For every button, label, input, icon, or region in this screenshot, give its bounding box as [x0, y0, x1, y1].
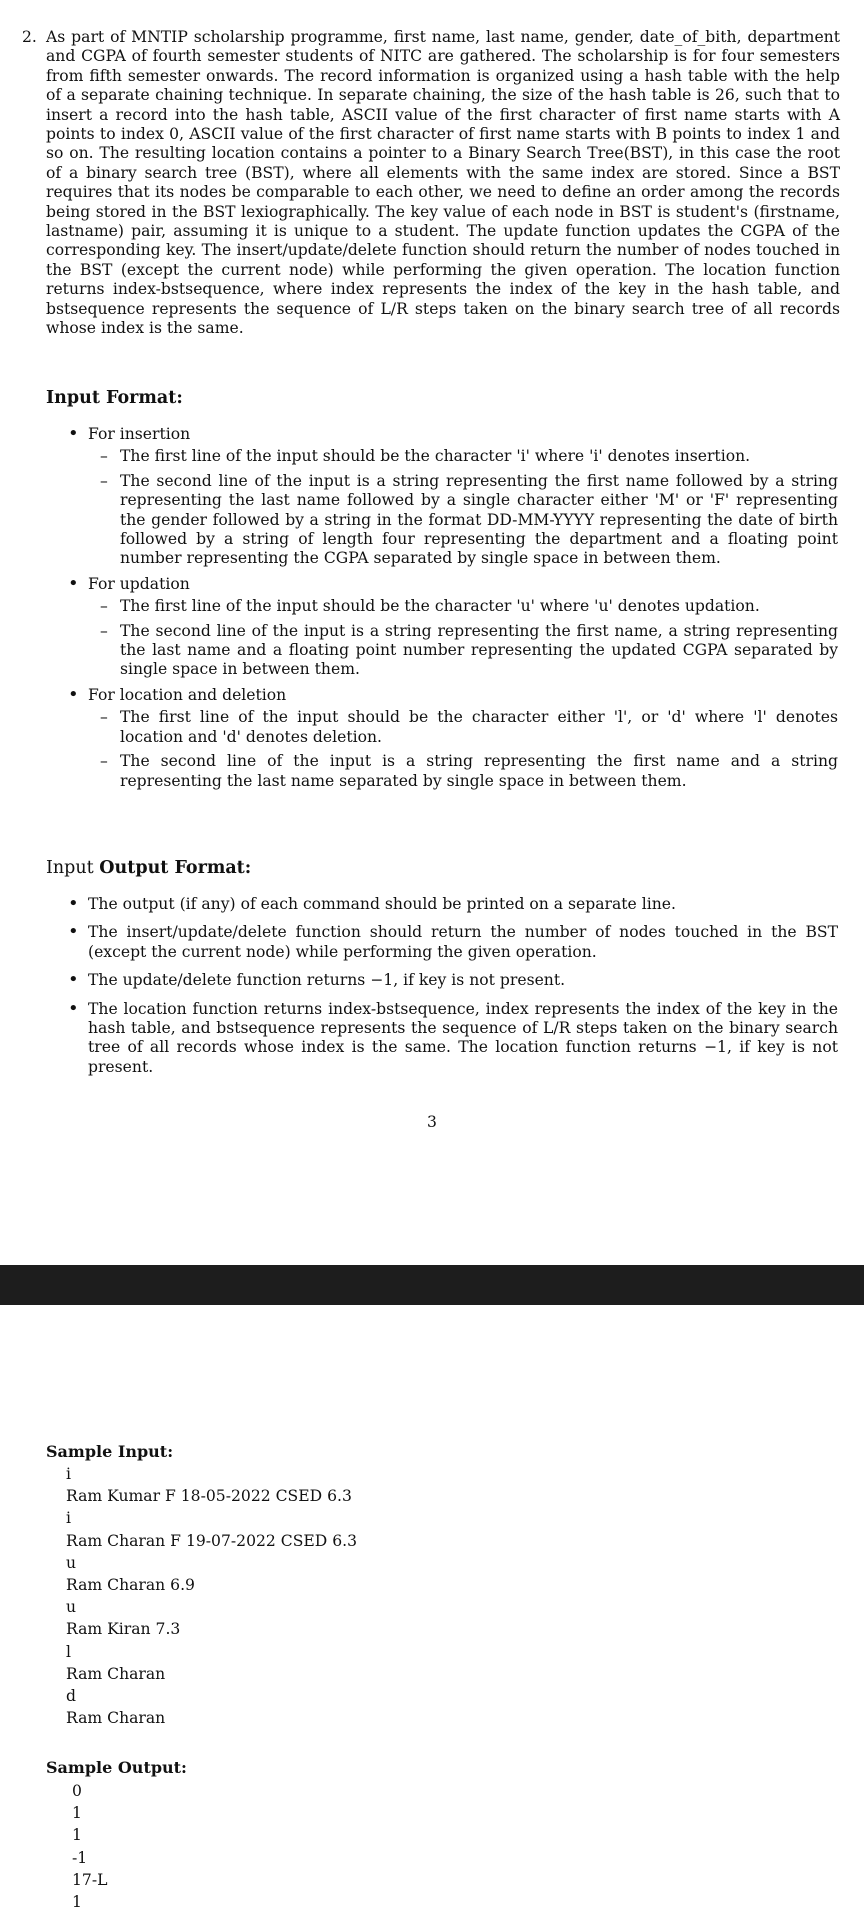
sample-input-line: Ram Charan [66, 1709, 166, 1728]
sub-item: – The second line of the input is a string representing the first name and a string representing the last name separated by single space in between them. [100, 752, 838, 791]
sample-output-line: 17-L [72, 1870, 108, 1889]
sample-input-line: l [66, 1642, 71, 1661]
page-separator-bar [0, 1265, 864, 1305]
sub-item: – The second line of the input is a string representing the first name, a string representing the last name and a floating point number representing the updated CGPA separated by single space in between them. [100, 622, 838, 680]
output-heading-prefix: Input [46, 858, 94, 878]
sample-input-block [66, 1463, 357, 1729]
input-format-heading: Input Format: [46, 388, 183, 408]
sample-input-line: i [66, 1509, 71, 1528]
output-format-list [68, 895, 838, 1086]
output-bullet: • The output (if any) of each command should be printed on a separate line. [68, 895, 838, 914]
bullet-label: For insertion [88, 425, 191, 443]
output-heading-title: Output Format: [99, 858, 252, 878]
problem-paragraph: As part of MNTIP scholarship programme, first name, last name, gender, date_of_bith, department and CGPA of fourth semester students of NITC are gathered. The scholarship is for four semesters from fifth semester onwards. The record information is organized using a hash table with the help of a separate chaining technique. In separate chaining, the size of the hash table is 26, such that to insert a record into the hash table, ASCII value of the first character of first name starts with A points to index 0, ASCII value of the first character of first name starts with B points to index 1 and so on. The resulting location contains a pointer to a Binary Search Tree(BST), in this case the root of a binary search tree (BST), where all elements with the same index are stored. Since a BST requires that its nodes be comparable to each other, we need to define an order among the records being stored in the BST lexiographically. The key value of each node in BST is student's (firstname, lastname) pair, assuming it is unique to a student. The update function updates the CGPA of the corresponding key. The insert/update/delete function should return the number of nodes touched in the BST (except the current node) while performing the given operation. The location function returns index-bstsequence, where index represents the index of the key in the hash table, and bstsequence represents the sequence of L/R steps taken on the binary search tree of all records whose index is the same. [46, 28, 840, 338]
bullet-updation [68, 575, 838, 594]
sample-output-heading: Sample Output: [46, 1758, 187, 1777]
sample-input-line: Ram Kiran 7.3 [66, 1620, 181, 1639]
sample-input-line: u [66, 1598, 77, 1617]
input-format-list [68, 425, 838, 796]
bullet-label: For updation [88, 574, 190, 593]
sample-output-line: 1 [72, 1826, 82, 1845]
problem-number: 2. [22, 28, 37, 46]
sample-input-line: Ram Charan [66, 1664, 166, 1683]
sample-input-line: u [66, 1553, 77, 1572]
bullet-label: For location and deletion [88, 685, 287, 704]
sample-input-line: Ram Charan 6.9 [66, 1576, 195, 1595]
page-number: 3 [427, 1113, 437, 1131]
sample-output-block [72, 1780, 107, 1913]
sample-input-line: d [66, 1687, 76, 1706]
sample-input-heading: Sample Input: [46, 1442, 174, 1461]
output-bullet: • The location function returns index-bstsequence, index represents the index of the key in the hash table, and bstsequence represents the sequence of L/R steps taken on the binary search tree of all records whose index is the same. The location function returns −1, if key is not present. [68, 1000, 838, 1078]
sample-output-line: 1 [72, 1893, 82, 1912]
problem-statement [22, 28, 840, 339]
sub-item: – The first line of the input should be the character either 'l', or 'd' where 'l' denotes location and 'd' denotes deletion. [100, 708, 838, 747]
output-format-heading [46, 858, 251, 878]
sample-output-line: 0 [72, 1782, 82, 1800]
sub-item: – The first line of the input should be the character 'u' where 'u' denotes updation. [100, 597, 838, 616]
bullet-location-deletion [68, 686, 838, 705]
sample-output-line: 1 [72, 1804, 82, 1823]
bullet-insertion [68, 425, 838, 444]
sub-item: – The second line of the input is a string representing the first name followed by a string representing the last name followed by a single character either 'M' or 'F' representing the gender followed by a string in the format DD-MM-YYYY representing the date of birth followed by a string of length four representing the department and a floating point number representing the CGPA separated by single space in between them. [100, 472, 838, 569]
output-bullet: • The insert/update/delete function should return the number of nodes touched in the BST (except the current node) while performing the given operation. [68, 923, 838, 962]
sample-input-line: i [66, 1465, 71, 1483]
sample-output-line: -1 [72, 1848, 88, 1867]
output-bullet: • The update/delete function returns −1, if key is not present. [68, 971, 838, 990]
sample-input-line: Ram Charan F 19-07-2022 CSED 6.3 [66, 1531, 358, 1550]
sub-item: – The first line of the input should be the character 'i' where 'i' denotes insertion. [100, 447, 838, 466]
sample-input-line: Ram Kumar F 18-05-2022 CSED 6.3 [66, 1487, 352, 1506]
